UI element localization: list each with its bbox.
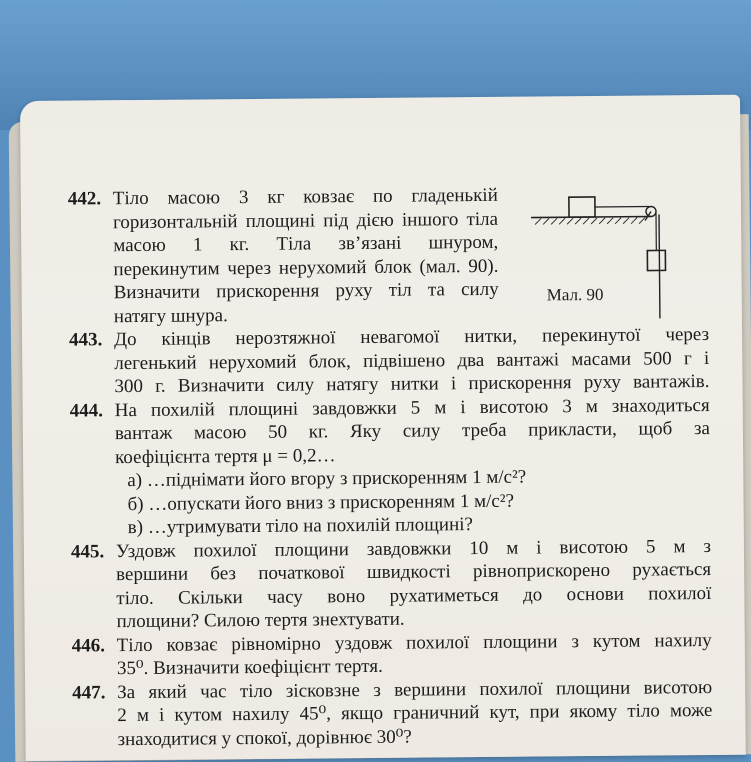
problem-443 — [69, 323, 710, 399]
problem-number: 443. — [69, 328, 115, 399]
book-page — [20, 95, 746, 761]
table-hatching — [535, 218, 645, 225]
text-line: горизонтальній площині під дією іншого тіла — [113, 207, 498, 234]
text-line: знаходитися у спокої, дорівнює 30⁰? — [117, 722, 712, 751]
table-surface — [531, 216, 651, 217]
problem-445 — [71, 534, 712, 634]
text-line: перекинутим через нерухомий блок (мал. 90). — [113, 254, 498, 281]
text-line: Тіло ковзає рівномірно уздовж похилої площини з кутом нахилу — [117, 628, 712, 657]
text-line: На похилій площині завдовжки 5 м і висотою 3 м знаходиться — [115, 393, 710, 422]
hanging-block — [647, 250, 665, 270]
problem-444 — [70, 393, 711, 540]
figure-caption: Мал. 90 — [547, 285, 604, 305]
text-line: 2 м і кутом нахилу 45⁰, якщо граничний кут, при якому тіло може — [117, 699, 712, 728]
text-line: коефіцієнта тертя μ = 0,2… — [115, 440, 710, 469]
text-line: Уздовж похилої площини завдовжки 10 м і висотою 5 м з — [116, 534, 711, 563]
text-line: Визначити прискорення руху тіл та силу — [114, 278, 499, 305]
text-line: площини? Силою тертя знехтувати. — [116, 605, 711, 634]
problem-number: 447. — [72, 681, 118, 752]
table-leg — [659, 214, 660, 318]
subitem-b: б) …опускати його вниз з прискоренням 1 м/с²? — [115, 487, 710, 516]
text-line: масою 1 кг. Тіла зв’язані шнуром, — [113, 231, 498, 258]
text-line: 35⁰. Визначити коефіцієнт тертя. — [117, 652, 712, 681]
subitem-c: в) …утримувати тіло на похилій площині? — [116, 511, 711, 540]
text-line: За який час тіло зісковзне з вершини похилої площини висотою — [117, 675, 712, 704]
subitem-a: а) …піднімати його вгору з прискоренням 1 м/с²? — [115, 464, 710, 493]
block-on-table — [569, 197, 595, 217]
text-line: вантаж масою 50 кг. Яку силу треба прикласти, щоб за — [115, 417, 710, 446]
problem-number: 442. — [68, 187, 114, 328]
problem-number: 445. — [71, 540, 117, 634]
problem-447 — [72, 675, 713, 751]
text-line: 300 г. Визначити силу натягу нитки і прискорення руху вантажів. — [114, 370, 709, 399]
text-line: вершини без початкової швидкості рівноприскорено рухається — [116, 558, 711, 587]
problem-446 — [72, 628, 712, 681]
text-line: До кінців нерозтяжної невагомої нитки, перекинутої через — [114, 323, 709, 352]
text-line: легенький нерухомий блок, підвішено два вантажі масами 500 г і — [114, 346, 709, 375]
text-line: тіло. Скільки часу воно рухатиметься до основи похилої — [116, 581, 711, 610]
text-line: натягу шнура. — [114, 301, 499, 328]
text-line: Тіло масою 3 кг ковзає по гладенькій — [113, 184, 498, 211]
problem-number: 446. — [72, 634, 117, 681]
problem-number: 444. — [70, 399, 116, 540]
